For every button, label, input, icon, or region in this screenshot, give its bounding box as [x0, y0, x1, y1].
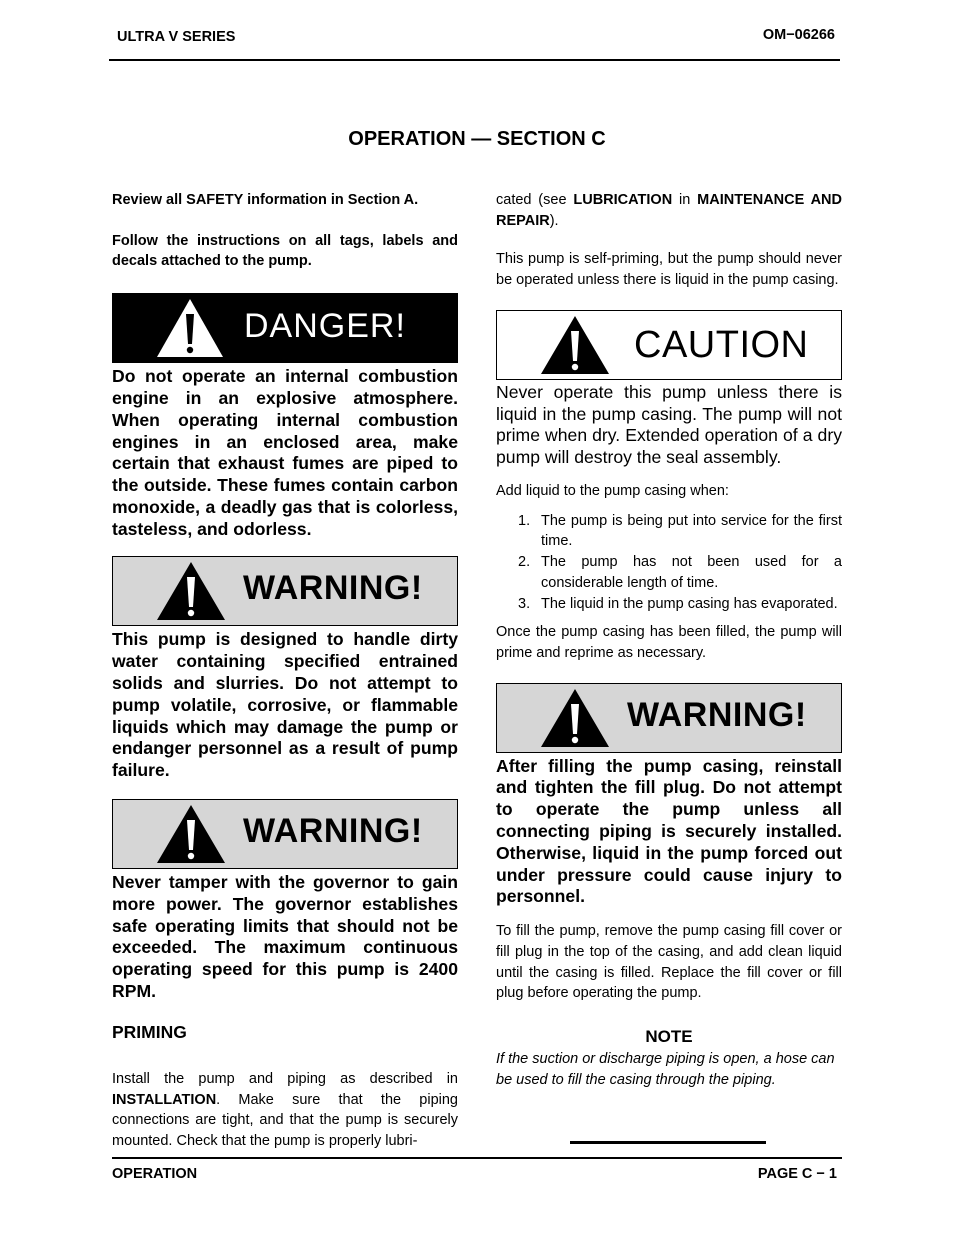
header-doc-number: OM−06266 — [762, 27, 835, 43]
danger-text: Do not operate an internal combustion engine in an explosive atmosphere. When operating internal combustion engines in an enclosed area, make certain that exhaust fumes are piped to the outside. These fumes contain carbon monoxide, a deadly gas that is colorless, tasteless, and odorless. — [112, 366, 458, 539]
intro-tags: Follow the instructions on all tags, labels and decals attached to the pump. — [112, 232, 458, 270]
note-text: If the suction or discharge piping is open, a hose can be used to fill the casing through the piping. — [496, 1051, 835, 1088]
caution-label: CAUTION — [634, 323, 809, 366]
warning-text-1: This pump is designed to handle dirty water containing specified entrained solids and slurries. Do not attempt to pump volatile, corrosive, or flammable liquids which may damage the pump or endanger personnel as a result of pump failure. — [112, 629, 458, 781]
warning-text-3: After filling the pump casing, reinstall and tighten the fill plug. Do not attempt to operate the pump unless all connecting piping is securely installed. Otherwise, liquid in the pump forced out under pressure could cause injury to personnel. — [496, 755, 842, 907]
left-column — [112, 190, 458, 1152]
header-rule — [109, 59, 840, 61]
priming-heading: PRIMING — [112, 1021, 187, 1042]
to-fill-text: To fill the pump, remove the pump casing fill cover or fill plug in the top of the casing, and add clean liquid until the casing is filled. Replace the fill cover or fill plug before operating the pump. — [496, 923, 842, 1002]
danger-triangle-icon — [155, 297, 225, 359]
warning-text-2: Never tamper with the governor to gain more power. The governor establishes safe operating limits that should not be exceeded. The maximum continuous operating speed for this pump is 2400 RPM. — [112, 872, 458, 1002]
footer-page-number: PAGE C − 1 — [757, 1166, 837, 1182]
note-heading: NOTE — [645, 1027, 693, 1047]
right-column — [496, 190, 842, 1090]
warning-label-1: WARNING! — [243, 569, 423, 608]
warning-triangle-icon — [155, 560, 227, 622]
add-liquid-text: Add liquid to the pump casing when: — [496, 483, 729, 499]
caution-text: Never operate this pump unless there is liquid in the pump casing. The pump will not prime when dry. Extended operation of a dry pump will destroy the seal assembly. — [496, 381, 842, 468]
warning-banner-1 — [112, 556, 458, 626]
lubrication-continuation: cated (see LUBRICATION in MAINTENANCE AND REPAIR). — [496, 192, 842, 229]
danger-banner — [112, 293, 458, 363]
warning-banner-3 — [496, 683, 842, 753]
caution-banner — [496, 310, 842, 380]
add-liquid-steps — [496, 511, 842, 615]
priming-text: Install the pump and piping as described in INSTALLATION. Make sure that the piping connections are tight, and that the pump is securely mounted. Check that the pump is properly lubri- — [112, 1070, 458, 1149]
self-priming-text: This pump is self-priming, but the pump should never be operated unless there is liquid in the pump casing. — [496, 251, 842, 289]
list-item: 1. The pump is being put into service for the first time. — [518, 512, 842, 550]
footer-section: OPERATION — [112, 1166, 198, 1182]
intro-safety: Review all SAFETY information in Section A. — [112, 192, 419, 208]
warning-banner-2 — [112, 799, 458, 869]
warning-label-2: WARNING! — [243, 812, 423, 851]
warning-triangle-icon — [539, 687, 611, 749]
footer-rule — [112, 1157, 842, 1159]
header-series: ULTRA V SERIES — [117, 29, 236, 45]
caution-triangle-icon — [539, 314, 611, 376]
once-filled-text: Once the pump casing has been filled, the pump will prime and reprime as necessary. — [496, 624, 842, 661]
note-end-rule — [570, 1141, 766, 1144]
list-item: 3. The liquid in the pump casing has evaporated. — [518, 595, 838, 612]
page-title: OPERATION — SECTION C — [348, 128, 606, 150]
warning-triangle-icon — [155, 803, 227, 865]
warning-label-3: WARNING! — [627, 695, 807, 734]
danger-label: DANGER! — [244, 307, 406, 346]
list-item: 2. The pump has not been used for a considerable length of time. — [518, 554, 842, 591]
